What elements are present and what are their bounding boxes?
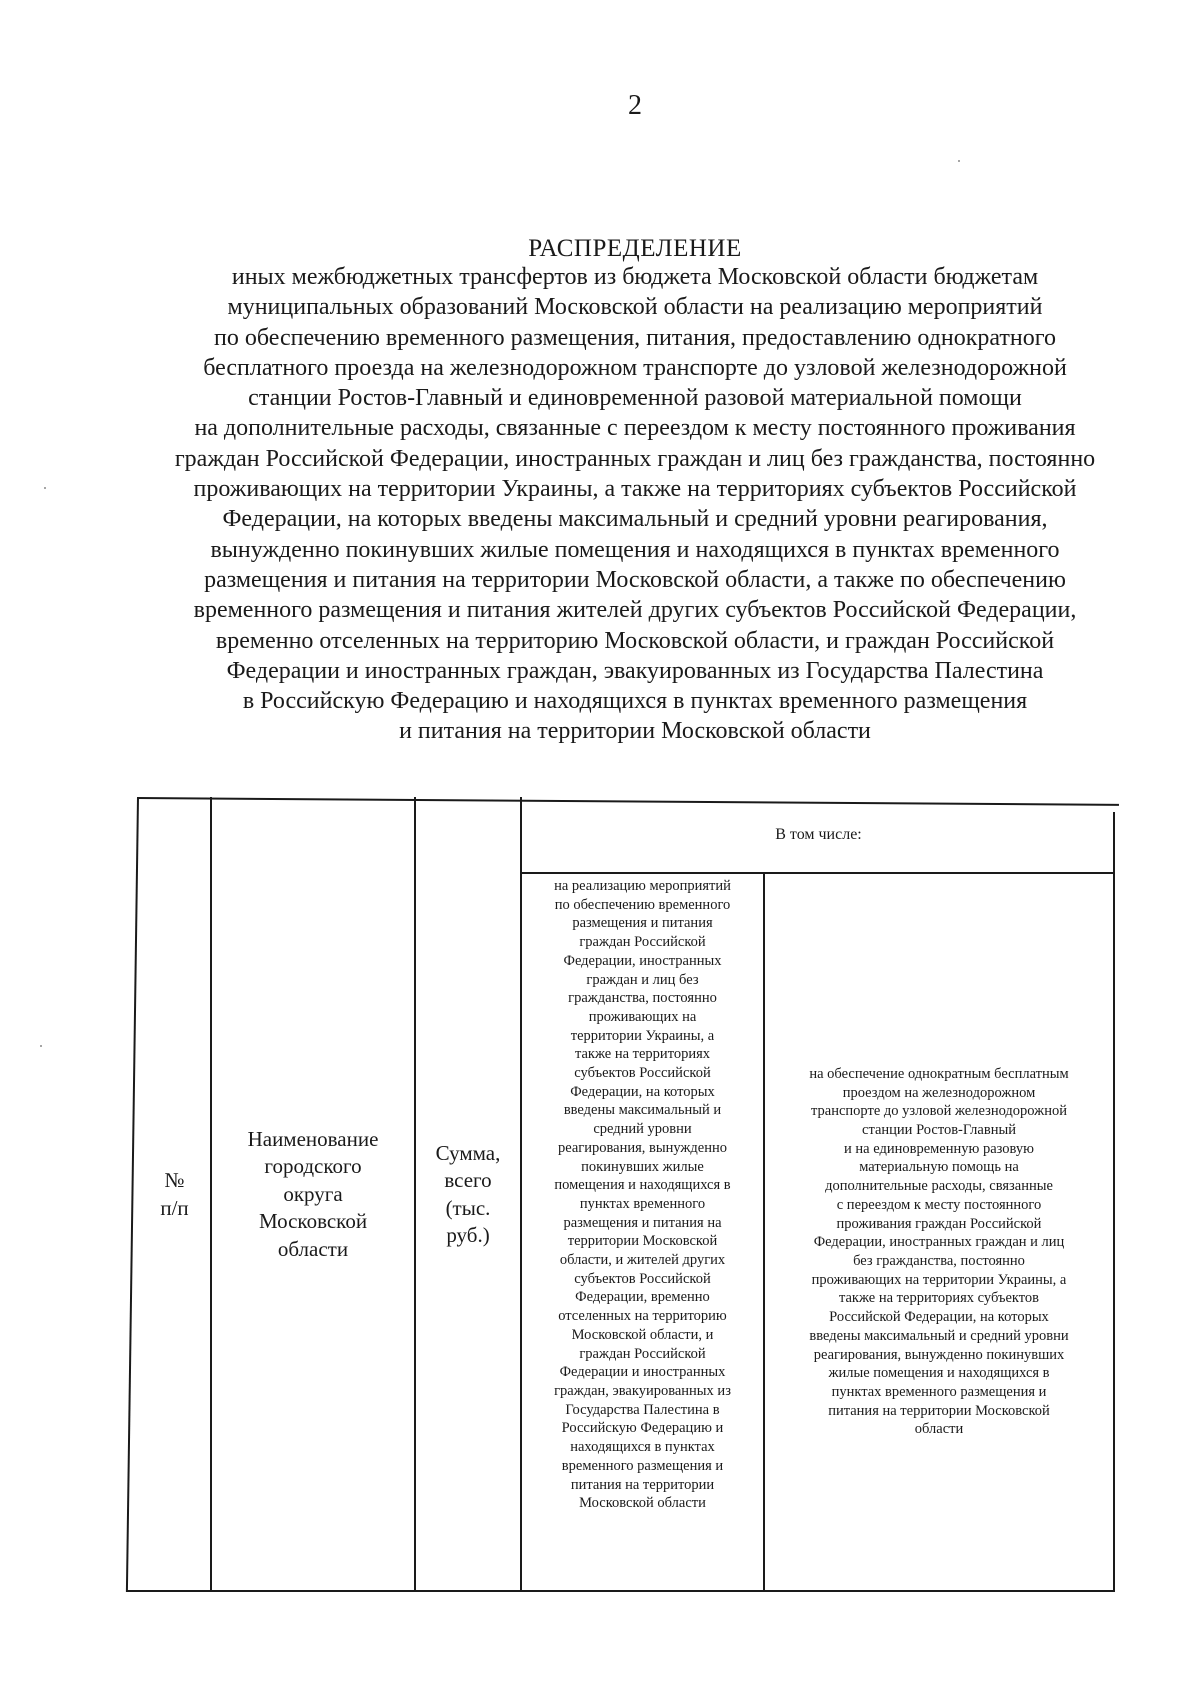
header-number-line: п/п <box>160 1195 189 1220</box>
subtitle-line: временного размещения и питания жителей других субъектов Российской Федерации, <box>193 597 1077 624</box>
header-accommodation-line: области, и жителей других <box>559 1252 726 1269</box>
header-accommodation-line: питания на территории <box>570 1476 715 1493</box>
subtitle-line: станции Ростов-Главный и единовременной разовой материальной помощи <box>248 385 1022 412</box>
distribution-table <box>126 797 1108 1592</box>
header-accommodation-line: средний уровни <box>593 1121 692 1138</box>
header-accommodation-line: реагирования, вынужденно <box>557 1139 728 1156</box>
header-travel-aid-line: проживания граждан Российской <box>836 1215 1042 1232</box>
header-accommodation-line: пунктах временного <box>579 1195 706 1212</box>
header-accommodation-line: граждан, эвакуированных из <box>554 1382 731 1399</box>
page-number: 2 <box>628 90 642 121</box>
header-accommodation-line: Федерации, на которых <box>570 1083 715 1100</box>
subtitle-line: проживающих на территории Украины, а также на территориях субъектов Российской <box>193 476 1077 503</box>
header-name-line: области <box>277 1236 349 1261</box>
header-accommodation-line: помещения и находящихся в <box>554 1177 731 1194</box>
header-accommodation-line: Федерации, иностранных <box>563 952 722 969</box>
header-travel-aid-line: проездом на железнодорожном <box>842 1084 1036 1101</box>
header-sum-line: (тыс. <box>445 1195 491 1220</box>
header-travel-aid-line: жилые помещения и находящихся в <box>828 1365 1050 1382</box>
subtitle-line: бесплатного проезда на железнодорожном транспорте до узловой железнодорожной <box>203 354 1067 381</box>
header-travel-aid-line: и на единовременную разовую <box>844 1140 1034 1157</box>
header-travel-aid-line: проживающих на территории Украины, а <box>811 1271 1067 1288</box>
header-accommodation-line: субъектов Российской <box>574 1270 711 1287</box>
header-accommodation-line: Федерации, временно <box>575 1289 710 1306</box>
header-accommodation-line: по обеспечению временного <box>554 896 731 913</box>
header-accommodation-line: граждан Российской <box>579 934 706 951</box>
header-accommodation-line: также на территориях <box>574 1046 711 1063</box>
header-accommodation <box>522 877 763 1590</box>
header-travel-aid-line: транспорте до узловой железнодорожной <box>811 1103 1067 1120</box>
header-accommodation-line: Федерации и иностранных <box>559 1364 726 1381</box>
header-accommodation-line: Московской области, и <box>571 1326 714 1343</box>
header-travel-aid <box>765 874 1113 1590</box>
subtitle-line: Федерации и иностранных граждан, эвакуированных из Государства Палестина <box>226 657 1044 684</box>
document-title: РАСПРЕДЕЛЕНИЕ <box>528 235 742 262</box>
header-travel-aid-line: реагирования, вынужденно покинувших <box>813 1346 1065 1363</box>
header-travel-aid-line: Федерации, иностранных граждан и лиц <box>813 1234 1065 1251</box>
subtitle-line: на дополнительные расходы, связанные с переездом к месту постоянного проживания <box>194 415 1076 442</box>
header-accommodation-line: территории Украины, а <box>570 1027 715 1044</box>
header-accommodation-line: Российскую Федерацию и <box>561 1420 724 1437</box>
header-travel-aid-line: материальную помощь на <box>859 1159 1019 1176</box>
header-travel-aid-line: станции Ростов-Главный <box>862 1122 1016 1139</box>
header-name-line: округа <box>283 1181 343 1206</box>
subtitle-line: вынужденно покинувших жилые помещения и находящихся в пунктах временного <box>210 536 1060 563</box>
header-travel-aid-line: с переездом к месту постоянного <box>836 1196 1042 1213</box>
header-accommodation-line: размещения и питания на <box>563 1214 722 1231</box>
header-travel-aid-line: питания на территории Московской <box>828 1402 1050 1419</box>
header-including: В том числе: <box>775 825 862 843</box>
table-border-right <box>1113 812 1115 1592</box>
header-sum <box>416 797 520 1592</box>
header-accommodation-line: проживающих на <box>588 1008 697 1025</box>
subtitle-line: муниципальных образований Московской области на реализацию мероприятий <box>227 294 1043 321</box>
table-border-left <box>126 797 139 1592</box>
header-accommodation-line: Государства Палестина в <box>565 1401 720 1418</box>
header-accommodation-line: территории Московской <box>567 1233 718 1250</box>
header-accommodation-line: размещения и питания <box>572 915 713 932</box>
header-name-line: Наименование <box>247 1126 379 1151</box>
header-travel-aid-line: пунктах временного размещения и <box>831 1383 1047 1400</box>
subtitle-line: размещения и питания на территории Московской области, а также по обеспечению <box>204 566 1066 593</box>
header-travel-aid-line: дополнительные расходы, связанные <box>825 1178 1053 1195</box>
header-accommodation-line: на реализацию мероприятий <box>554 878 731 894</box>
header-travel-aid-line: области <box>914 1421 964 1438</box>
subtitle-line: и питания на территории Московской области <box>399 718 871 745</box>
document-subtitle <box>110 262 1160 747</box>
header-sum-line: всего <box>444 1168 492 1192</box>
scan-speck <box>40 1045 42 1047</box>
subtitle-line: временно отселенных на территорию Московской области, и граждан Российской <box>215 627 1055 654</box>
subtitle-line: Федерации, на которых введены максимальный и средний уровни реагирования, <box>222 506 1048 533</box>
header-travel-aid-line: введены максимальный и средний уровни <box>809 1327 1069 1344</box>
header-accommodation-line: граждан Российской <box>579 1345 706 1362</box>
header-name-line: городского <box>264 1154 362 1179</box>
header-number-line: № <box>164 1168 185 1192</box>
subtitle-line: иных межбюджетных трансфертов из бюджета Московской области бюджетам <box>231 264 1039 290</box>
header-travel-aid-line: без гражданства, постоянно <box>853 1253 1025 1269</box>
header-name <box>212 797 414 1592</box>
header-accommodation-line: граждан и лиц без <box>586 971 699 988</box>
header-travel-aid-line: Российской Федерации, на которых <box>829 1309 1049 1326</box>
scan-speck <box>44 487 46 489</box>
scan-speck <box>958 160 960 162</box>
subtitle-line: в Российскую Федерацию и находящихся в пунктах временного размещения <box>242 688 1028 715</box>
header-accommodation-line: находящихся в пунктах <box>570 1439 715 1456</box>
header-accommodation-line: временного размещения и <box>561 1457 724 1474</box>
header-name-line: Московской <box>258 1209 368 1234</box>
header-accommodation-line: гражданства, постоянно <box>568 990 717 1007</box>
header-accommodation-line: отселенных на территорию <box>558 1308 727 1325</box>
header-sum-line: Сумма, <box>435 1140 501 1165</box>
header-number <box>139 797 210 1592</box>
header-sum-line: руб.) <box>446 1223 490 1247</box>
header-accommodation-line: покинувших жилые <box>581 1158 704 1175</box>
header-accommodation-line: Московской области <box>579 1495 706 1512</box>
subtitle-line: граждан Российской Федерации, иностранных граждан и лиц без гражданства, постоянно <box>174 445 1096 472</box>
header-accommodation-line: субъектов Российской <box>574 1065 711 1082</box>
header-travel-aid-line: на обеспечение однократным бесплатным <box>809 1065 1069 1082</box>
header-travel-aid-line: также на территориях субъектов <box>838 1290 1040 1307</box>
subtitle-line: по обеспечению временного размещения, питания, предоставлению однократного <box>214 324 1056 351</box>
header-accommodation-line: введены максимальный и <box>563 1102 722 1119</box>
